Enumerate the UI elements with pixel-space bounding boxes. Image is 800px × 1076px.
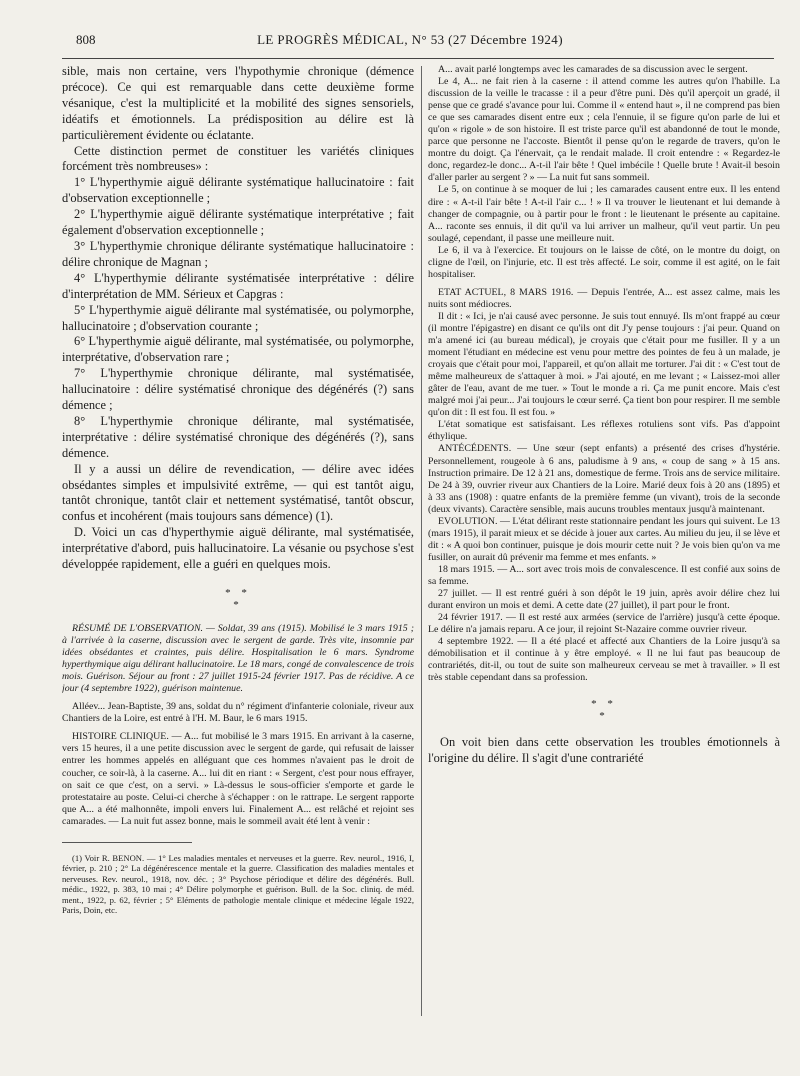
paragraph-revendication: Il y a aussi un délire de revendication, — délire avec idées obsédantes simples et impulsivité extrême, — qui est tantôt aigu, tantôt chronique, tantôt clair et nettement systématisé, tantôt obscur, confus et incohérent (mais toujours sans démence) (1).	[62, 461, 414, 524]
paragraph-day-5: Le 5, on continue à se moquer de lui ; les camarades causent entre eux. Il les entend dire : « A-t-il l'air bête ! A-t-il l'air c... ! » Il va trouver le lieutenant et lui demande à changer de compagnie, ou à partir pour le front : le lieutenant le présente au capitaine. A... raconte ses ennuis, il dit qu'il va lui arriver un malheur, qu'il veut partir. Un peu soulagé, cependant, il passe une meilleure nuit.	[428, 184, 780, 244]
patient-statement: Il dit : « Ici, je n'ai causé avec personne. Je suis tout ennuyé. Ils m'ont frappé au cœur (il montre l'épigastre) en disant ce qu'ils ont dit J'y pense toujours : j'ai peur. Quand on m'a amené ici (au bureau médical), je croyais que c'était pour me fusiller. Il y a un moment l'étudiant en médecine est venu pour mettre des pointes de feu à un malade, je croyais que c'était pour moi, l'appareil, et qu'on allait me torturer. J'ai dit : « C'est tout de même malheureux de s'attaquer à moi. » J'ai ajouté, en me levant ; « Laissez-moi aller gâter de l'eau, avant de me tuer. » Tout le monde a ri. Ça me punit encore. Mais c'est malgré moi j'ai peur... J'ai toujours le cœur serré. Ça tient bon pour respirer. Il me semble qu'on dit : Il est fou. Il est fou. »	[428, 310, 780, 419]
current-state: ETAT ACTUEL, 8 MARS 1916. — Depuis l'entrée, A... est assez calme, mais les nuits sont médiocres.	[428, 286, 780, 310]
page-header	[60, 32, 760, 52]
left-column	[62, 64, 414, 1024]
variety-5: 5° L'hyperthymie aiguë délirante mal systématisée, ou polymorphe, hallucinatoire ; d'observation courante ;	[62, 302, 414, 333]
page-number: 808	[76, 32, 96, 47]
observation-summary: RÉSUMÉ DE L'OBSERVATION. — Soldat, 39 ans (1915). Mobilisé le 3 mars 1915 ; à l'arrivée à la caserne, discussion avec le sergent de garde. Très vite, insomnie par idées obsédantes et craintes, puis délire. Hospitalisation le 6 mars. Syndrome hyperthymique aigu délirant hallucinatoire. Le 18 mars, congé de convalescence de trois mois. Guérison. Séjour au front : 27 juillet 1915-24 février 1917. Pas de récidive. A ce jour (4 septembre 1922), guérison maintenue.	[62, 623, 414, 695]
running-title: LE PROGRÈS MÉDICAL, N° 53 (27 Décembre 1924)	[257, 32, 563, 47]
clinical-history: HISTOIRE CLINIQUE. — A... fut mobilisé le 3 mars 1915. En arrivant à la caserne, vers 15 heures, il a une petite discussion avec le sergent de garde, qui refusait de laisser entrer les hommes appelés en alléguant que ces hommes n'avaient pas le droit de coucher, ce soir-là, à la caserne. A... lui dit en riant : « Sergent, c'est pour nous effrayer, on sait ce que c'est, on a servi. » Là-dessus le sous-officier s'emporte et garde le protestataire au poste. Celui-ci cherche à s'échapper : on le rattrape. Le sergent rapporte que A... a été malhonnête, impoli envers lui. Finalement A... est relâché et rejoint ses camarades. — La nuit fut assez bonne, mais le sommeil avait été lent à venir :	[62, 731, 414, 827]
footnote-rule	[62, 842, 192, 843]
column-divider	[421, 66, 422, 1016]
right-column	[428, 64, 780, 1064]
antecedents: ANTÉCÉDENTS. — Une sœur (sept enfants) a présenté des crises d'hystérie. Personnellement, rougeole à 6 ans, paludisme à 9 ans, « coup de sang » à 15 ans. Instruction primaire. De 12 à 21 ans, domestique de ferme. Trois ans de service militaire. De 24 à 39, ouvrier riveur aux Chantiers de la Loire. Marié deux fois à 20 ans (1895) et à 33 ans (1908) : quatre enfants de la première femme (un vivant), trois de la seconde (deux vivants). Caractère sensible, mais aucuns troubles mentaux jusqu'à maintenant.	[428, 443, 780, 515]
evolution: EVOLUTION. — L'état délirant reste stationnaire pendant les jours qui suivent. Le 13 (mars 1915), il parait mieux et se décide à jouer aux cartes. Au milieu du jeu, il se lève et dit : « A quoi bon continuer, puisque je dois mourir cette nuit ? Je vois bien qu'on va me fusiller, on aurait dû prévenir ma femme et mes enfants. »	[428, 515, 780, 563]
paragraph-continuation: sible, mais non certaine, vers l'hypothymie chronique (démence précoce). Ce qui est remarquable dans cette deuxième forme vésanique, c'est la multiplicité et la mobilité des signes sensoriels, idéatifs et émotionnels. La prédisposition au délire est là particulièrement évidente ou éclatante.	[62, 64, 414, 142]
closing-paragraph: On voit bien dans cette observation les troubles émotionnels à l'origine du délire. Il s'agit d'une contrariété	[428, 735, 780, 766]
variety-6: 6° L'hyperthymie aiguë délirante, mal systématisée, ou polymorphe, interprétative, d'observation rare ;	[62, 334, 414, 365]
somatic-state: L'état somatique est satisfaisant. Les réflexes rotuliens sont vifs. Pas d'appoint éthylique.	[428, 419, 780, 443]
paragraph-day-4: Le 4, A... ne fait rien à la caserne : il attend comme les autres qu'on l'habille. La discussion de la veille le tracasse : il a peur d'être puni. Dès qu'il aperçoit un gradé, il pense que ce gradé s'avance pour lui. Comme il « entend haut », il ne comprend pas bien ce que ses camarades disent entre eux ; cela l'ennuie, il se figure qu'on parle de lui et qu'on « rigole » de son histoire. Il est triste parce qu'il est abandonné de tout le monde, parce que personne ne l'accoste. Bientôt il pense qu'on le regarde de travers, qu'on le montre du doigt. Ça l'énervait, ça le rendait malade. Il croit entendre : « Regardez-le donc, regardez-le donc... A-t-il l'air bête ! Quel imbécile ! Quelle brute ! Avait-il besoin d'aller parler au sergent ? » — La nuit fut sans sommeil.	[428, 76, 780, 184]
variety-8: 8° L'hyperthymie chronique délirante, mal systématisée, interprétative : délire systématisé chronique des dégénérés (?), sans démence.	[62, 413, 414, 460]
variety-3: 3° L'hyperthymie chronique délirante systématique hallucinatoire : délire chronique de Magnan ;	[62, 238, 414, 269]
header-rule	[62, 58, 774, 59]
patient-intro: Alléev... Jean-Baptiste, 39 ans, soldat du n° régiment d'infanterie coloniale, riveur aux Chantiers de la Loire, est entré à l'H. M. Baur, le 6 mars 1915.	[62, 701, 414, 725]
section-stars-right: * * *	[591, 698, 617, 723]
entry-24-fevrier: 24 février 1917. — Il est resté aux armées (service de l'arrière) jusqu'à cette époque. Le délire n'a jamais reparu. A ce jour, il rejoint St-Nazaire comme ouvrier riveur.	[428, 612, 780, 636]
entry-18-mars: 18 mars 1915. — A... sort avec trois mois de convalescence. Il est confié aux soins de sa femme.	[428, 563, 780, 587]
variety-4: 4° L'hyperthymie délirante systématisée interprétative : délire d'interprétation de MM. Sérieux et Capgras :	[62, 270, 414, 301]
entry-4-septembre: 4 septembre 1922. — Il a été placé et affecté aux Chantiers de la Loire jusqu'à sa démobilisation et il continue à y être employé. « Il ne lui faut pas beaucoup de contrariétés, dit-il, ou tout de suite son malheureux cerveau se met à travailler. » Il est très stable cependant dans sa profession.	[428, 636, 780, 684]
section-stars: * * *	[225, 587, 251, 611]
variety-2: 2° L'hyperthymie aiguë délirante systématique interprétative ; fait également d'observation exceptionnelle ;	[62, 207, 414, 238]
variety-7: 7° L'hyperthymie chronique délirante, mal systématisée, hallucinatoire : délire systématisé chronique des dégénérés (?) sans démence ;	[62, 366, 414, 413]
entry-27-juillet: 27 juillet. — Il est rentré guéri à son dépôt le 19 juin, après avoir délire chez lui durant environ un mois et demi. A cette date (27 juillet), il part pour le front.	[428, 588, 780, 612]
paragraph-varieties-intro: Cette distinction permet de constituer les variétés cliniques forcément très nombreuses» :	[62, 143, 414, 174]
footnote-1: (1) Voir R. BENON. — 1° Les maladies mentales et nerveuses et la guerre. Rev. neurol., 1916, I, février, p. 210 ; 2° La dégénérescence mentale et la guerre. Classification des maladies mentales et nerveuses. Rev. neurol., 1918, nov. déc. ; 3° Psychose périodique et délire des dégénérés. Bull. médic., 1922, p. 383, 10 mai ; 4° Délire polymorphe et guérison. Bull. de la Soc. cliniq. de méd. ment., 1922, p. 62, février ; 5° Eléments de pathologie mentale clinique et médecine légale 1922, Paris, Doin, etc.	[62, 852, 414, 916]
paragraph-case-d: D. Voici un cas d'hyperthymie aiguë délirante, mal systématisée, interprétative d'abord, puis hallucinatoire. La vésanie ou psychose s'est développée rapidement, elle a guéri en quelques mois.	[62, 525, 414, 572]
variety-1: 1° L'hyperthymie aiguë délirante systématique hallucinatoire : fait d'observation exceptionnelle ;	[62, 175, 414, 206]
paragraph-continuation-right: A... avait parlé longtemps avec les camarades de sa discussion avec le sergent.	[438, 64, 748, 75]
paragraph-day-6: Le 6, il va à l'exercice. Et toujours on le laisse de côté, on le montre du doigt, on cligne de l'œil, on l'injurie, etc. Il est très affecté. Le soir, comme il est agité, on le fait hospitaliser.	[428, 244, 780, 280]
